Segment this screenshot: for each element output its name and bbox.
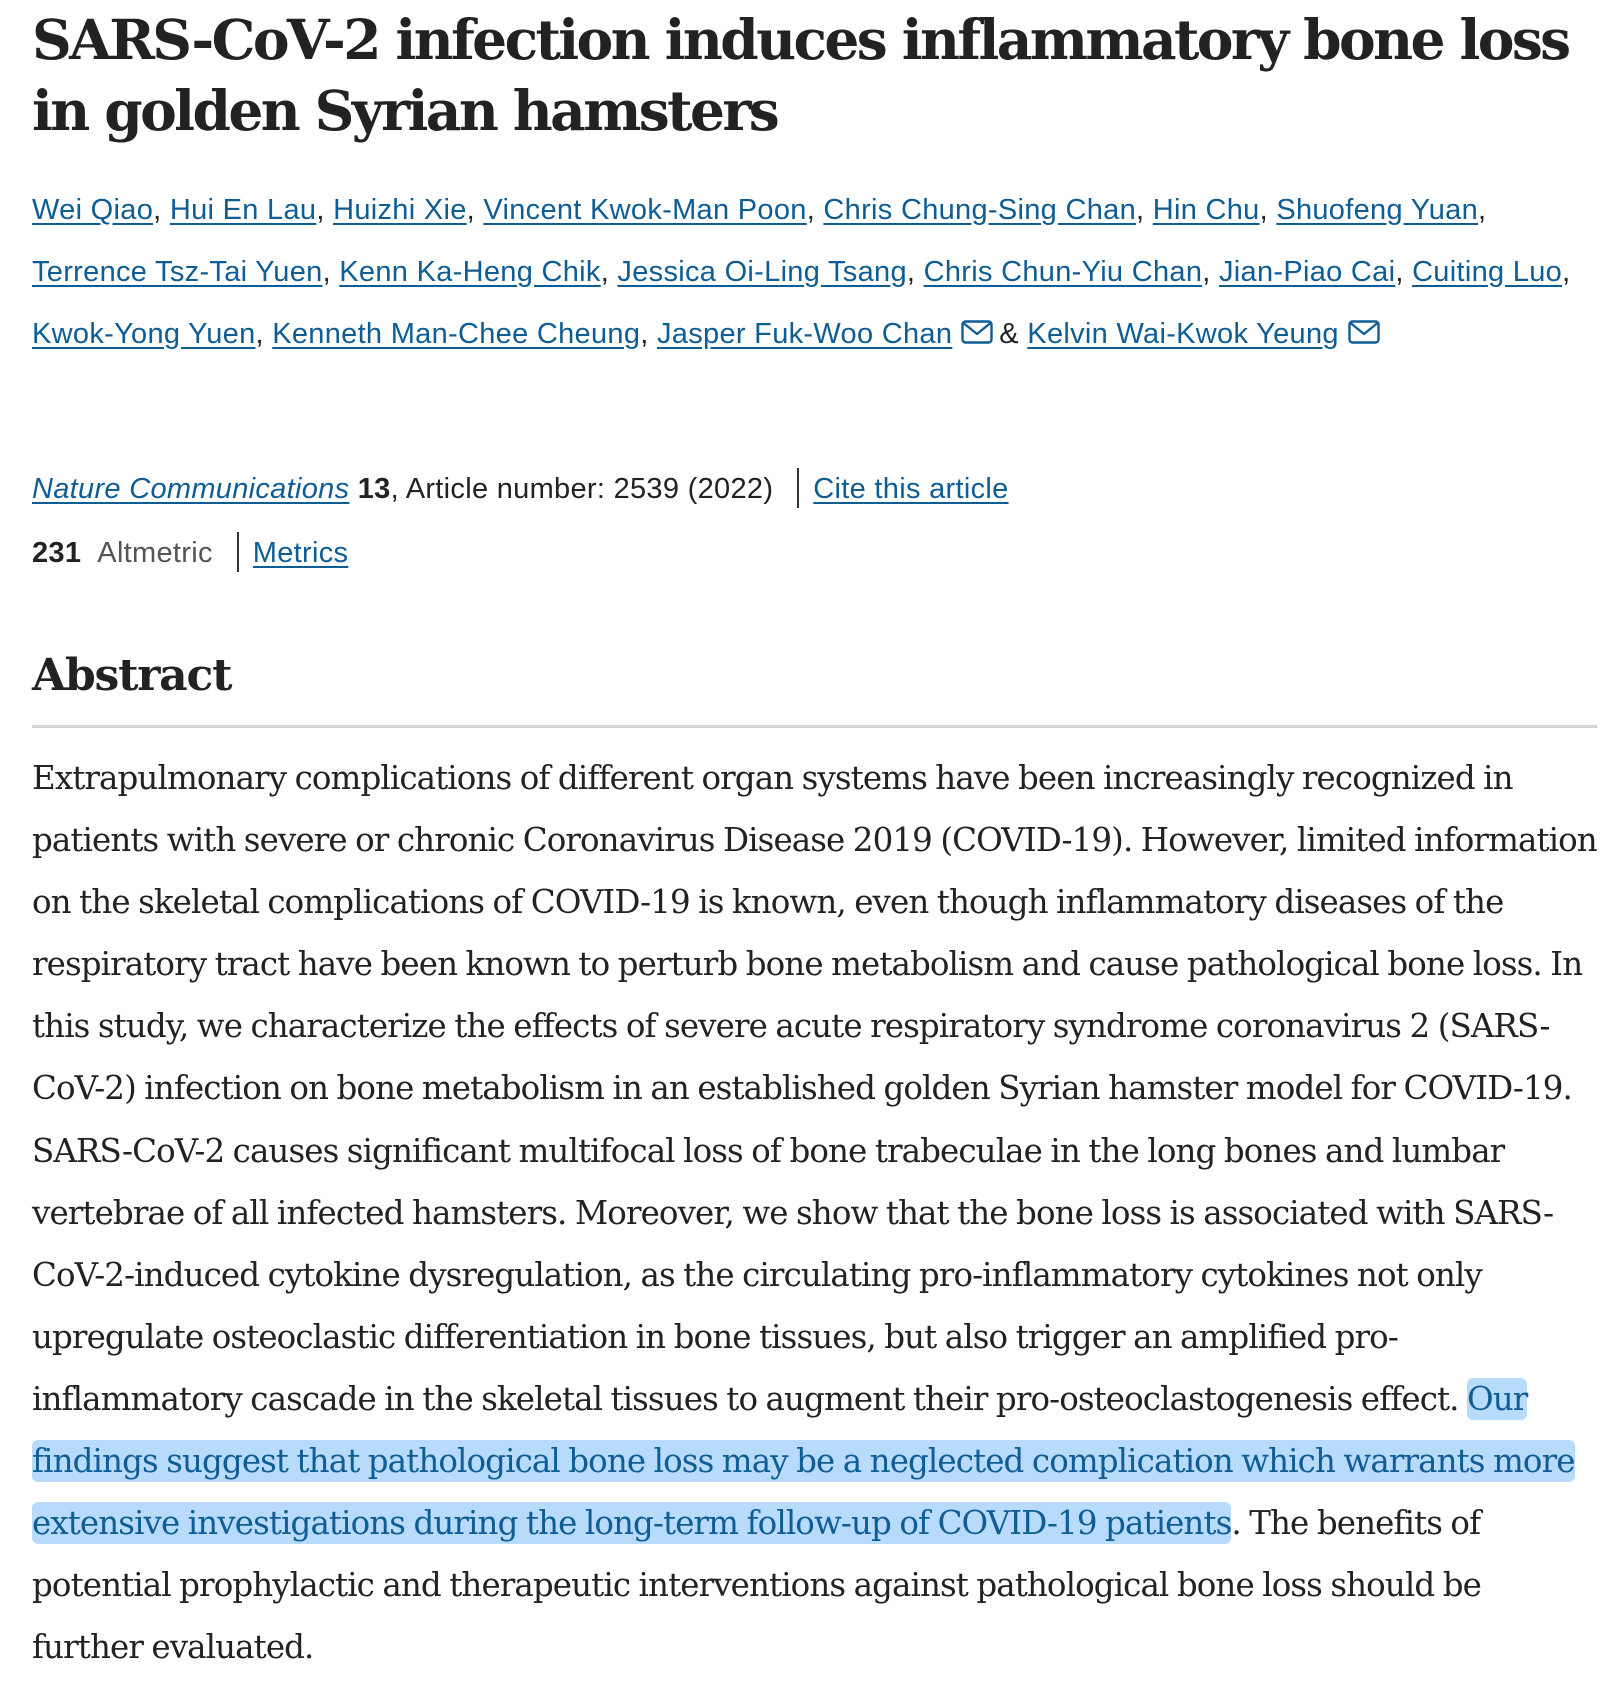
- journal-volume: 13: [357, 473, 391, 505]
- altmetric-label: Altmetric: [97, 537, 213, 569]
- author-link[interactable]: Kwok-Yong Yuen: [32, 318, 256, 350]
- author-link[interactable]: Cuiting Luo: [1412, 256, 1563, 288]
- author-link[interactable]: Wei Qiao: [32, 194, 154, 226]
- divider: [797, 468, 799, 508]
- author-link[interactable]: Chris Chung-Sing Chan: [823, 194, 1136, 226]
- author-separator: ,: [322, 256, 331, 288]
- cite-this-article-link[interactable]: Cite this article: [813, 473, 1009, 505]
- article-number: , Article number: 2539 (2022): [390, 473, 774, 505]
- author-link[interactable]: Shuofeng Yuan: [1276, 194, 1479, 226]
- author-separator: ,: [1478, 194, 1487, 226]
- section-divider: [32, 725, 1597, 728]
- author-separator: ,: [1259, 194, 1268, 226]
- highlighted-text: Our findings suggest that pathological bone loss may be a neglected complication which warrants more extensive investigations during the long-term follow-up of COVID-19 patients: [32, 1379, 1575, 1543]
- author-link[interactable]: Kenneth Man-Chee Cheung: [272, 318, 641, 350]
- mail-icon[interactable]: [1348, 320, 1380, 344]
- author-link[interactable]: Kenn Ka-Heng Chik: [339, 256, 601, 288]
- author-separator: ,: [600, 256, 610, 288]
- citation-line: [32, 468, 1009, 509]
- divider: [237, 532, 239, 572]
- abstract-text: [32, 747, 1597, 1678]
- author-link[interactable]: Hui En Lau: [169, 194, 317, 226]
- author-link-corresponding[interactable]: Kelvin Wai-Kwok Yeung: [1027, 318, 1339, 350]
- abstract-text-part: . The benefits of potential prophylactic and therapeutic interventions against pathological bone loss should be further evaluated.: [32, 1504, 1481, 1667]
- author-separator: ,: [255, 318, 264, 350]
- author-link[interactable]: Vincent Kwok-Man Poon: [483, 194, 807, 226]
- author-link[interactable]: Huizhi Xie: [333, 194, 467, 226]
- author-separator: ,: [1562, 256, 1571, 288]
- article-title: SARS-CoV-2 infection induces inflammatory bone loss in golden Syrian hamsters: [32, 7, 1569, 143]
- author-link[interactable]: Chris Chun-Yiu Chan: [923, 256, 1203, 288]
- author-list: [32, 179, 1577, 365]
- author-link[interactable]: Terrence Tsz-Tai Yuen: [32, 256, 323, 288]
- mail-icon[interactable]: [961, 320, 993, 344]
- author-separator: ,: [906, 256, 916, 288]
- author-separator: ,: [466, 194, 475, 226]
- abstract-text-part: Extrapulmonary complications of different organ systems have been increasingly recognized in patients with severe or chronic Coronavirus Disease 2019 (COVID-19). However, limited information on the skeletal complications of COVID-19 is known, even though inflammatory diseases of the respiratory tract have been known to perturb bone metabolism and cause pathological bone loss. In this study, we characterize the effects of severe acute respiratory syndrome coronavirus 2 (SARS-CoV-2) infection on bone metabolism in an established golden Syrian hamster model for COVID-19. SARS-CoV-2 causes significant multifocal loss of bone trabeculae in the long bones and lumbar vertebrae of all infected hamsters. Moreover, we show that the bone loss is associated with SARS-CoV-2-induced cytokine dysregulation, as the circulating pro-inflammatory cytokines not only upregulate osteoclastic differentiation in bone tissues, but also trigger an amplified pro-inflammatory cascade in the skeletal tissues to augment their pro-osteoclastogenesis effect.: [32, 759, 1597, 1418]
- author-separator: ,: [1202, 256, 1211, 288]
- author-link[interactable]: Jian-Piao Cai: [1218, 256, 1396, 288]
- author-ampersand: &: [999, 318, 1019, 350]
- journal-link[interactable]: Nature Communications: [32, 473, 350, 505]
- author-separator: ,: [806, 194, 816, 226]
- altmetric-count: 231: [32, 537, 82, 569]
- author-separator: ,: [640, 318, 649, 350]
- metrics-link[interactable]: Metrics: [252, 537, 349, 569]
- author-separator: ,: [316, 194, 325, 226]
- abstract-heading: Abstract: [32, 650, 232, 701]
- author-link-corresponding[interactable]: Jasper Fuk-Woo Chan: [656, 318, 953, 350]
- author-separator: ,: [1395, 256, 1404, 288]
- metrics-line: [32, 532, 348, 573]
- author-separator: ,: [153, 194, 162, 226]
- author-link[interactable]: Hin Chu: [1152, 194, 1260, 226]
- author-link[interactable]: Jessica Oi-Ling Tsang: [617, 256, 907, 288]
- author-separator: ,: [1136, 194, 1145, 226]
